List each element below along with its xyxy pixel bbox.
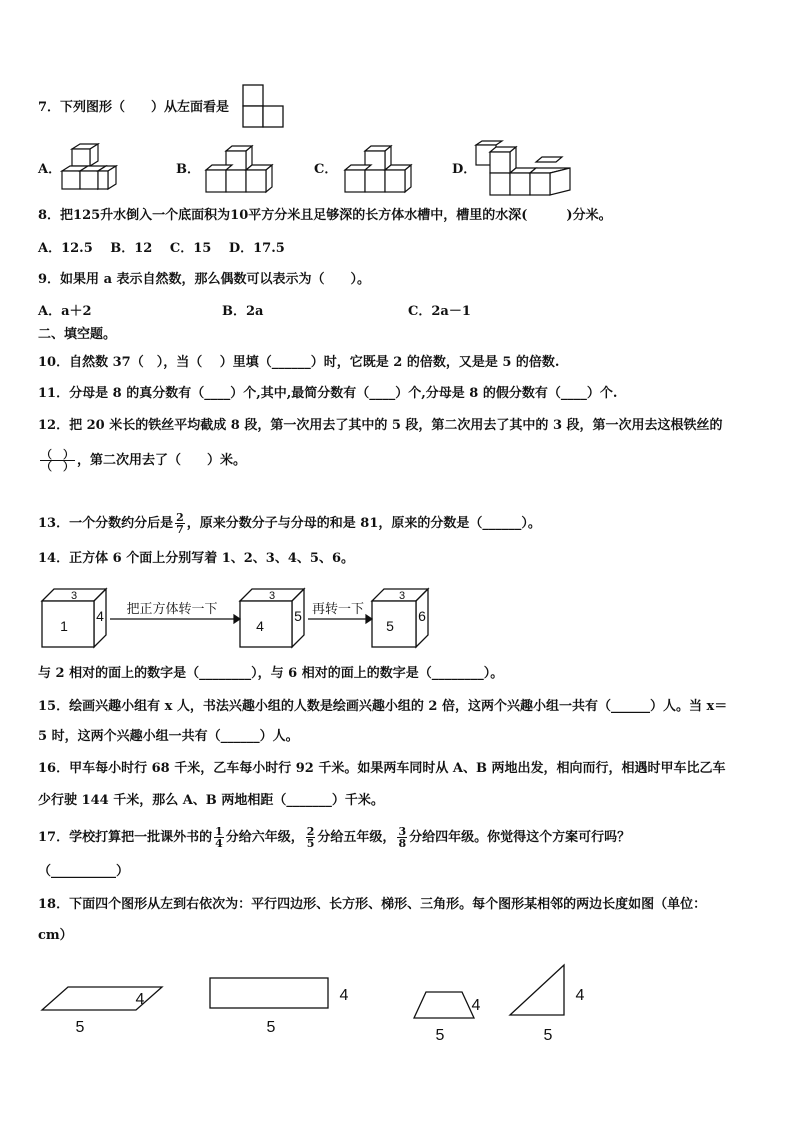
q12-line1: 12．把 20 米长的铁丝平均截成 8 段，第一次用去了其中的 5 段，第二次用去了其中的 3 段，第一次用去这根铁丝的 bbox=[38, 418, 723, 433]
q11-text: 11．分母是 8 的真分数有（____）个,其中,最简分数有（____）个,分母是 8 的假分数有（____）个. bbox=[38, 386, 618, 401]
triangle-base-label: 5 bbox=[543, 1027, 553, 1044]
cube3-front: 5 bbox=[386, 618, 394, 634]
q12-blank-fraction[interactable]: $\frac{( )}{( )}$ bbox=[41, 448, 74, 473]
q7-option-a-label[interactable]: A． bbox=[38, 162, 62, 177]
q12-line2: $\frac{( )}{( )}$ ，第二次用去了（ ）米。 bbox=[41, 448, 247, 473]
q18-shapes-figure bbox=[30, 960, 600, 1050]
q7-option-b-label[interactable]: B． bbox=[176, 162, 200, 177]
cube3-top: 3 bbox=[398, 590, 406, 602]
q15-line2: 5 时，这两个兴趣小组一共有（______）人。 bbox=[38, 729, 299, 744]
cube2-top: 3 bbox=[268, 590, 276, 602]
q13-fraction: $\frac{2}{7}$ bbox=[176, 511, 184, 536]
arrow1-label: 把正方体转一下 bbox=[126, 601, 218, 616]
trapezoid-side-label: 4 bbox=[471, 997, 481, 1014]
cube1-front: 1 bbox=[60, 618, 68, 634]
q18-line1: 18．下面四个图形从左到右依次为：平行四边形、长方形、梯形、三角形。每个图形某相邻的两边长度如图（单位： bbox=[38, 897, 707, 912]
q18-line2: cm） bbox=[38, 928, 73, 943]
q7-option-d-label[interactable]: D． bbox=[452, 162, 477, 177]
cube3-side: 6 bbox=[418, 608, 426, 624]
parallelogram-base-label: 5 bbox=[75, 1019, 85, 1036]
q17-line1: 17．学校打算把一批课外书的 $\frac{1}{4}$ 分给六年级， $\frac{2}{5}$ 分给五年级， $\frac{3}{8}$ 分给四年级。你觉得这个方案可行吗？ bbox=[38, 825, 631, 850]
q7-left-view-figure bbox=[242, 84, 286, 130]
cube2-front: 4 bbox=[256, 618, 264, 634]
q14-answer: 与 2 相对的面上的数字是（________），与 6 相对的面上的数字是（________）。 bbox=[38, 666, 504, 681]
q17-fraction-1: $\frac{1}{4}$ bbox=[215, 825, 223, 850]
cube2-side: 5 bbox=[294, 608, 302, 624]
q17-fraction-3: $\frac{3}{8}$ bbox=[398, 825, 407, 850]
section-heading-fill-in: 二、填空题。 bbox=[38, 327, 117, 342]
q16-line1: 16．甲车每小时行 68 千米，乙车每小时行 92 千米。如果两车同时从 A、B 两地出发，相向而行，相遇时甲车比乙车 bbox=[38, 761, 726, 776]
q16-line2: 少行驶 144 千米，那么 A、B 两地相距（_______）千米。 bbox=[38, 793, 384, 808]
rectangle-base-label: 5 bbox=[266, 1019, 276, 1036]
q9-option-c[interactable]: C．2a－1 bbox=[408, 304, 471, 319]
q15-line1: 15．绘画兴趣小组有 x 人，书法兴趣小组的人数是绘画兴趣小组的 2 倍，这两个兴趣小组一共有（______）人。当 x＝ bbox=[38, 699, 728, 714]
triangle-side-label: 4 bbox=[575, 987, 585, 1004]
q7-option-c-label[interactable]: C． bbox=[314, 162, 338, 177]
trapezoid-base-label: 5 bbox=[435, 1027, 445, 1044]
q17-fraction-2: $\frac{2}{5}$ bbox=[306, 825, 315, 850]
cube1-top: 3 bbox=[70, 590, 78, 602]
q14-stem: 14．正方体 6 个面上分别写着 1、2、3、4、5、6。 bbox=[38, 551, 354, 566]
parallelogram-side-label: 4 bbox=[135, 991, 145, 1008]
q9-stem: 9．如果用 a 表示自然数，那么偶数可以表示为（ ）。 bbox=[38, 272, 371, 287]
q9-option-a[interactable]: A．a＋2 bbox=[38, 304, 92, 319]
q8-options[interactable]: A．12.5 B．12 C．15 D．17.5 bbox=[38, 241, 285, 256]
q10-text: 10．自然数 37（ ），当（ ）里填（______）时，它既是 2 的倍数，又是是 5 的倍数. bbox=[38, 355, 560, 370]
q17-answer-blank[interactable]: （__________） bbox=[38, 864, 130, 879]
cube1-side: 4 bbox=[96, 608, 104, 624]
q9-option-b[interactable]: B．2a bbox=[222, 304, 264, 319]
q7-option-a-cubes[interactable] bbox=[60, 143, 118, 197]
rectangle-shape bbox=[210, 978, 328, 1008]
trapezoid-shape bbox=[414, 992, 474, 1018]
q7-option-c-cubes[interactable] bbox=[343, 143, 415, 197]
q7-option-d-cubes[interactable] bbox=[474, 140, 572, 198]
q8-stem: 8．把125升水倒入一个底面积为10平方分米且足够深的长方体水槽中，槽里的水深( )分米。 bbox=[38, 208, 612, 223]
q7-option-b-cubes[interactable] bbox=[204, 143, 276, 197]
q7-stem: 7．下列图形（ ）从左面看是 bbox=[38, 100, 230, 115]
q14-cube-rotation-figure bbox=[38, 585, 438, 649]
q13-text: 13．一个分数约分后是 $\frac{2}{7}$ ，原来分数分子与分母的和是 81，原来的分数是（______）。 bbox=[38, 511, 541, 536]
triangle-shape bbox=[510, 965, 564, 1015]
arrow2-label: 再转一下 bbox=[311, 601, 365, 616]
rectangle-side-label: 4 bbox=[339, 987, 349, 1004]
